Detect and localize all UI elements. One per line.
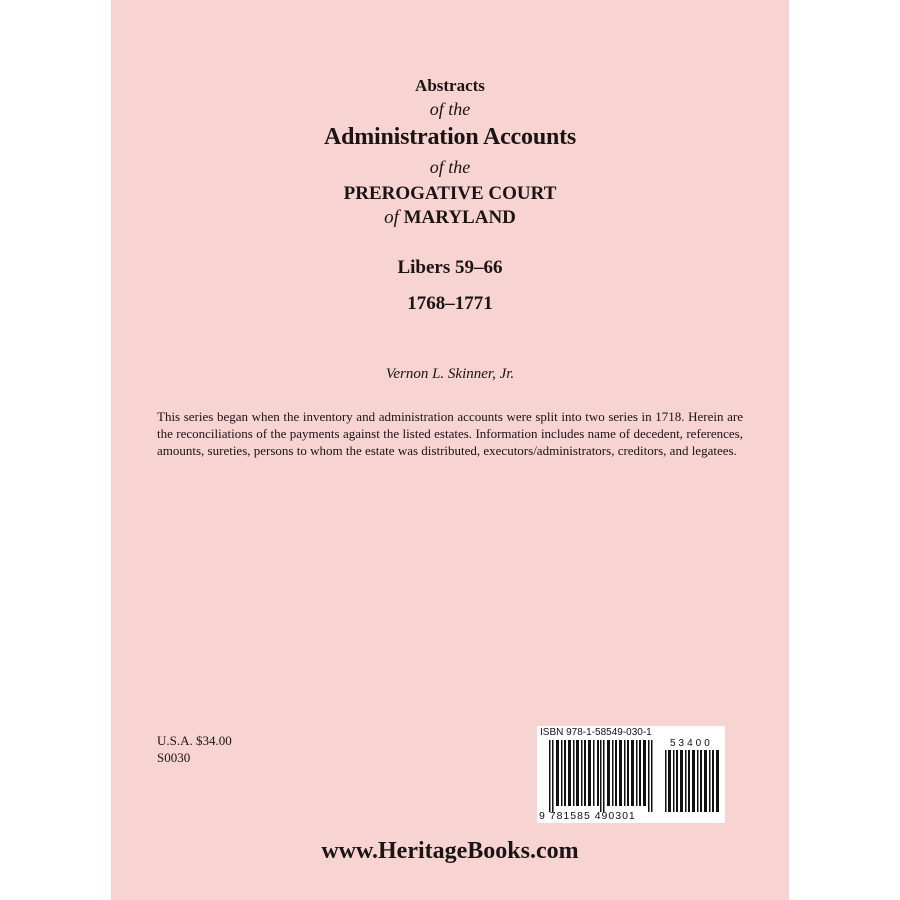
- price: U.S.A. $34.00: [157, 733, 232, 748]
- title-of-the: of the: [429, 99, 471, 119]
- title-administration-accounts: Administration Accounts: [323, 124, 577, 150]
- ean-barcode-bars: [549, 740, 655, 812]
- title-prerogative-court: PREROGATIVE COURT: [343, 183, 557, 204]
- title-of-the-2: of the: [429, 157, 471, 177]
- publisher-website: www.HeritageBooks.com: [321, 838, 579, 864]
- title-maryland-text: MARYLAND: [403, 207, 516, 228]
- ean-digits: 9 781585 490301: [539, 810, 636, 822]
- book-description: This series began when the inventory and administration accounts were split into two series in 1718. Herein are the reconciliations of the payments against the listed estates. Information includes name of decedent, references, amounts, sureties, persons to whom the estate was distributed, executors/administrators, creditors, and legatees.: [157, 409, 743, 458]
- title-abstracts: Abstracts: [415, 76, 485, 95]
- sku: S0030: [157, 750, 191, 765]
- addon-barcode-bars: [665, 750, 721, 812]
- year-range: 1768–1771: [407, 293, 493, 314]
- book-back-cover: [111, 0, 789, 900]
- addon-price-code: 53400: [670, 738, 713, 749]
- price-block: [157, 732, 232, 766]
- isbn-barcode: [537, 726, 725, 823]
- libers-range: Libers 59–66: [397, 257, 503, 278]
- isbn-label: ISBN 978-1-58549-030-1: [540, 727, 652, 738]
- title-maryland: [111, 207, 789, 229]
- author-name: Vernon L. Skinner, Jr.: [385, 366, 515, 382]
- title-of-prefix: of: [384, 207, 399, 228]
